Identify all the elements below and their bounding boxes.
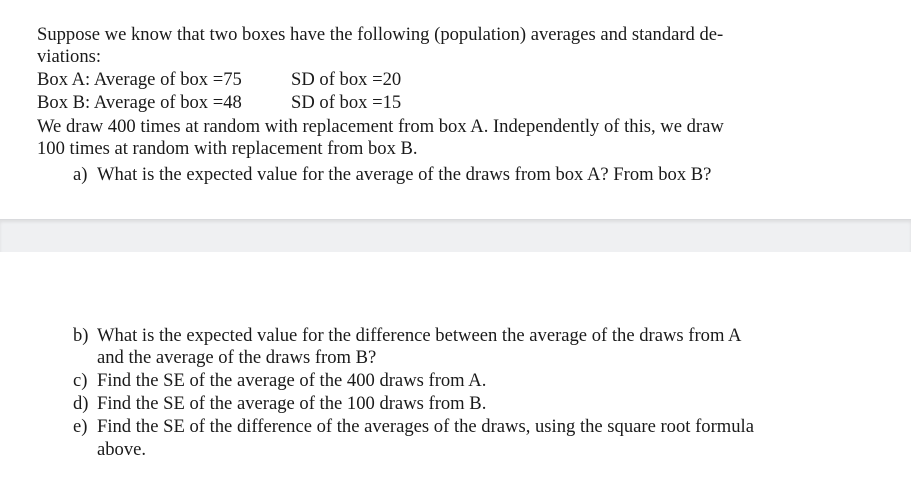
draws-line-1: We draw 400 times at random with replacement from box A. Independently of this, we draw xyxy=(37,116,724,137)
question-c-label: c) xyxy=(73,370,88,391)
box-b-sd: SD of box =15 xyxy=(291,92,402,113)
question-a-text: What is the expected value for the average of the draws from box A? From box B? xyxy=(97,164,712,185)
document-page-bottom xyxy=(0,252,911,478)
question-e-text-2: above. xyxy=(97,439,147,460)
question-e-text-1: Find the SE of the difference of the averages of the draws, using the square root formula xyxy=(97,416,754,437)
question-b-text-1: What is the expected value for the difference between the average of the draws from A xyxy=(97,325,742,346)
box-a-sd: SD of box =20 xyxy=(291,69,402,90)
document-page-top xyxy=(0,0,911,219)
question-d-label: d) xyxy=(73,393,89,414)
question-d-text: Find the SE of the average of the 100 draws from B. xyxy=(97,393,487,414)
page-separator xyxy=(0,219,911,253)
intro-line-2: viations: xyxy=(37,46,102,67)
box-b-average: Box B: Average of box =48 xyxy=(37,92,242,113)
box-a-average: Box A: Average of box =75 xyxy=(37,69,242,90)
draws-line-2: 100 times at random with replacement from box B. xyxy=(37,138,418,159)
question-e-label: e) xyxy=(73,416,88,437)
intro-line-1: Suppose we know that two boxes have the following (population) averages and standard de- xyxy=(37,24,724,45)
question-b-text-2: and the average of the draws from B? xyxy=(97,347,377,368)
question-a-label: a) xyxy=(73,164,88,185)
question-b-label: b) xyxy=(73,325,89,346)
question-c-text: Find the SE of the average of the 400 draws from A. xyxy=(97,370,487,391)
